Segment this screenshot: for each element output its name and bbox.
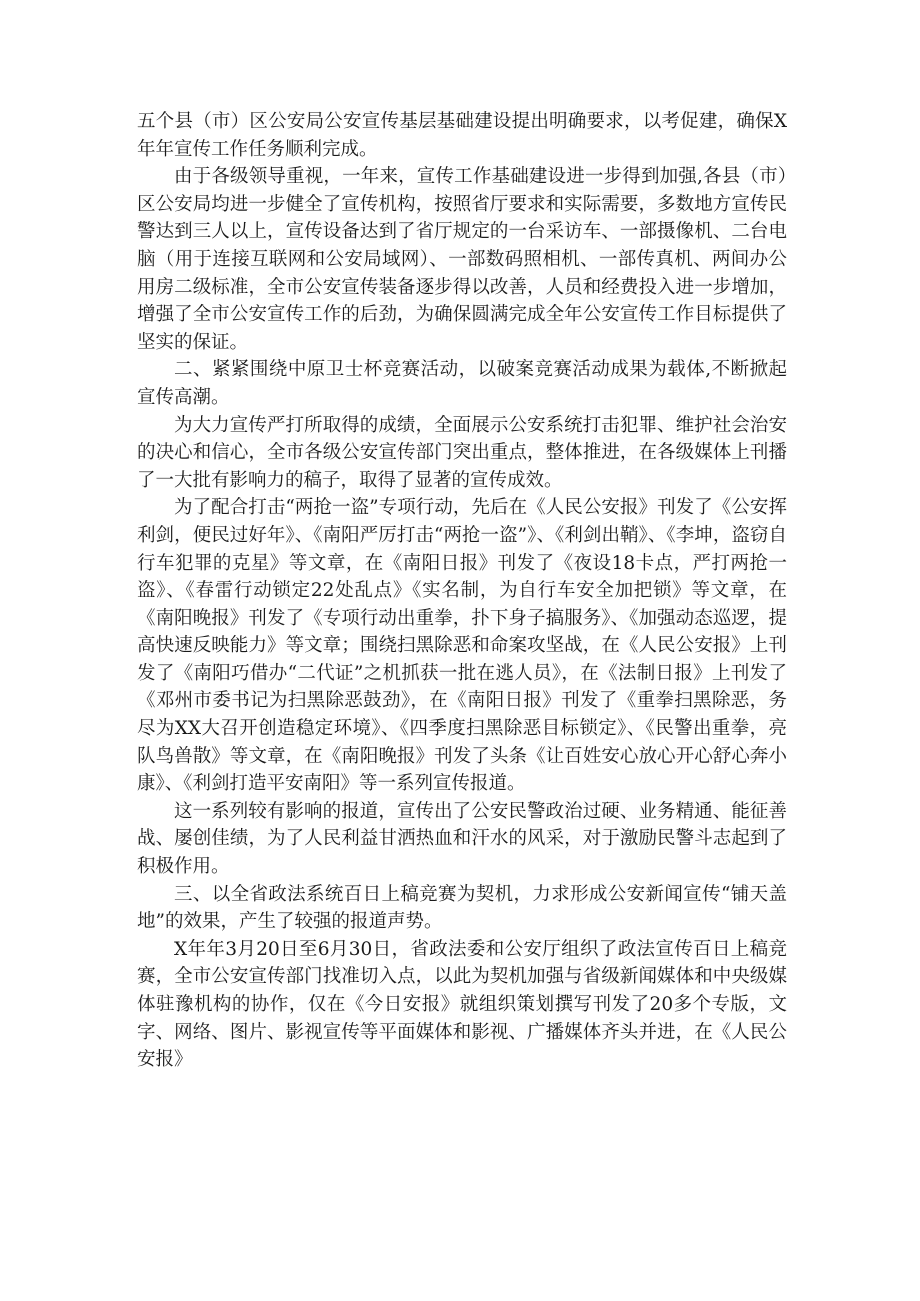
paragraph-1: 五个县（市）区公安局公安宣传基层基础建设提出明确要求，以考促建，确保X年年宣传工作任务顺利完成。 [137, 111, 787, 160]
paragraph-5: 为了配合打击“两抢一盗”专项行动，先后在《人民公安报》刊发了《公安挥利剑，便民过好年》、《南阳严厉打击“两抢一盗”》、《利剑出鞘》、《李坤，盗窃自行车犯罪的克星》等文章，在《南阳日报》刊发了《夜设18卡点，严打两抢一盗》、《春雷行动锁定22处乱点》《实名制，为自行车安全加把锁》等文章，在《南阳晚报》刊发了《专项行动出重拳，扑下身子搞服务》、《加强动态巡逻，提高快速反映能力》等文章；围绕扫黑除恶和命案攻坚战，在《人民公安报》上刊发了《南阳巧借办“二代证”之机抓获一批在逃人员》，在《法制日报》上刊发了《邓州市委书记为扫黑除恶鼓劲》，在《南阳日报》刊发了《重拳扫黑除恶，务尽为XX大召开创造稳定环境》、《四季度扫黑除恶目标锁定》、《民警出重拳，亮队鸟兽散》等文章，在《南阳晚报》刊发了头条《让百姓安心放心开心舒心奔小康》、《利剑打造平安南阳》等一系列宣传报道。 [137, 497, 787, 795]
section-heading-2: 二、紧紧围绕中原卫士杯竞赛活动，以破案竞赛活动成果为载体,不断掀起宣传高潮。 [137, 359, 787, 408]
section-heading-3: 三、以全省政法系统百日上稿竞赛为契机，力求形成公安新闻宣传“铺天盖地”的效果，产生了较强的报道声势。 [137, 883, 787, 933]
document-body [137, 108, 787, 1074]
paragraph-4: 为大力宣传严打所取得的成绩，全面展示公安系统打击犯罪、维护社会治安的决心和信心，全市各级公安宣传部门突出重点，整体推进，在各级媒体上刊播了一大批有影响力的稿子，取得了显著的宣传成效。 [137, 414, 787, 491]
paragraph-8: X年年3月20日至6月30日，省政法委和公安厅组织了政法宣传百日上稿竞赛，全市公安宣传部门找准切入点，以此为契机加强与省级新闻媒体和中央级媒体驻豫机构的协作，仅在《今日安报》就组织策划撰写刊发了20多个专版，文字、网络、图片、影视宣传等平面媒体和影视、广播媒体齐头并进，在《人民公安报》 [137, 938, 787, 1071]
paragraph-2: 由于各级领导重视，一年来，宣传工作基础建设进一步得到加强,各县（市）区公安局均进一步健全了宣传机构，按照省厅要求和实际需要，多数地方宣传民警达到三人以上，宣传设备达到了省厅规定的一台采访车、一部摄像机、二台电脑（用于连接互联网和公安局域网）、一部数码照相机、一部传真机、两间办公用房二级标准，全市公安宣传装备逐步得以改善，人员和经费投入进一步增加，增强了全市公安宣传工作的后劲，为确保圆满完成全年公安宣传工作目标提供了坚实的保证。 [137, 166, 787, 353]
paragraph-6: 这一系列较有影响的报道，宣传出了公安民警政治过硬、业务精通、能征善战、屡创佳绩，为了人民利益甘洒热血和汗水的风采，对于激励民警斗志起到了积极作用。 [137, 800, 787, 878]
